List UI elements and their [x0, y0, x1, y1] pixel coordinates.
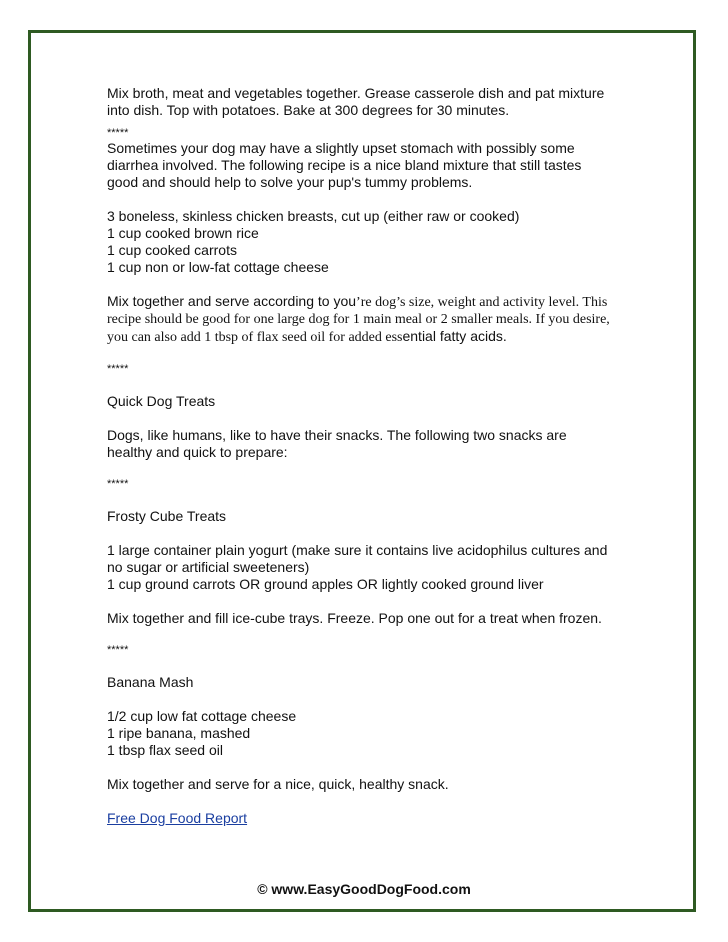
- instructions: Mix together and fill ice-cube trays. Freeze. Pop one out for a treat when frozen.: [107, 610, 602, 626]
- serve-text-serif: ’re dog’s size, weight and activity level. This: [356, 295, 608, 310]
- serve-text-serif: you can also add 1 tbsp of flax seed oil for added ess: [107, 330, 403, 345]
- ingredient-item: 3 boneless, skinless chicken breasts, cut up (either raw or cooked): [107, 208, 520, 224]
- section-title: Quick Dog Treats: [107, 393, 216, 409]
- serve-line: [107, 328, 627, 346]
- quick-line: healthy and quick to prepare:: [107, 444, 288, 460]
- upset-line: good and should help to solve your pup's tummy problems.: [107, 174, 473, 190]
- section-title: Frosty Cube Treats: [107, 508, 227, 524]
- intro-line: Mix broth, meat and vegetables together. Grease casserole dish and pat mixture: [107, 85, 605, 101]
- ingredient-item: 1/2 cup low fat cottage cheese: [107, 708, 297, 724]
- report-link[interactable]: Free Dog Food Report: [107, 810, 248, 826]
- serve-line: [107, 293, 627, 311]
- separator-stars: *****: [107, 127, 129, 139]
- separator-stars: *****: [107, 478, 129, 490]
- serve-text-sans: Mix together and serve according to you: [107, 293, 357, 309]
- ingredient-item: 1 cup ground carrots OR ground apples OR lightly cooked ground liver: [107, 576, 544, 592]
- section-title: Banana Mash: [107, 674, 194, 690]
- quick-line: Dogs, like humans, like to have their snacks. The following two snacks are: [107, 427, 567, 443]
- separator-stars: *****: [107, 644, 129, 656]
- ingredient-item: 1 cup cooked carrots: [107, 242, 237, 258]
- ingredient-item: 1 cup cooked brown rice: [107, 225, 259, 241]
- upset-line: diarrhea involved. The following recipe is a nice bland mixture that still tastes: [107, 157, 582, 173]
- separator-stars: *****: [107, 363, 129, 375]
- document-body: [107, 85, 627, 827]
- footer-copyright: © www.EasyGoodDogFood.com: [257, 881, 471, 897]
- ingredient-item: 1 tbsp flax seed oil: [107, 742, 223, 758]
- ingredient-item: no sugar or artificial sweeteners): [107, 559, 310, 575]
- ingredient-item: 1 cup non or low-fat cottage cheese: [107, 259, 329, 275]
- ingredient-item: 1 ripe banana, mashed: [107, 725, 251, 741]
- serve-line: recipe should be good for one large dog for 1 main meal or 2 smaller meals. If you desire,: [107, 312, 610, 327]
- instructions: Mix together and serve for a nice, quick, healthy snack.: [107, 776, 449, 792]
- upset-line: Sometimes your dog may have a slightly upset stomach with possibly some: [107, 140, 575, 156]
- intro-line: into dish. Top with potatoes. Bake at 300 degrees for 30 minutes.: [107, 102, 510, 118]
- ingredient-item: 1 large container plain yogurt (make sure it contains live acidophilus cultures and: [107, 542, 608, 558]
- serve-text-sans: ential fatty acids.: [402, 328, 507, 344]
